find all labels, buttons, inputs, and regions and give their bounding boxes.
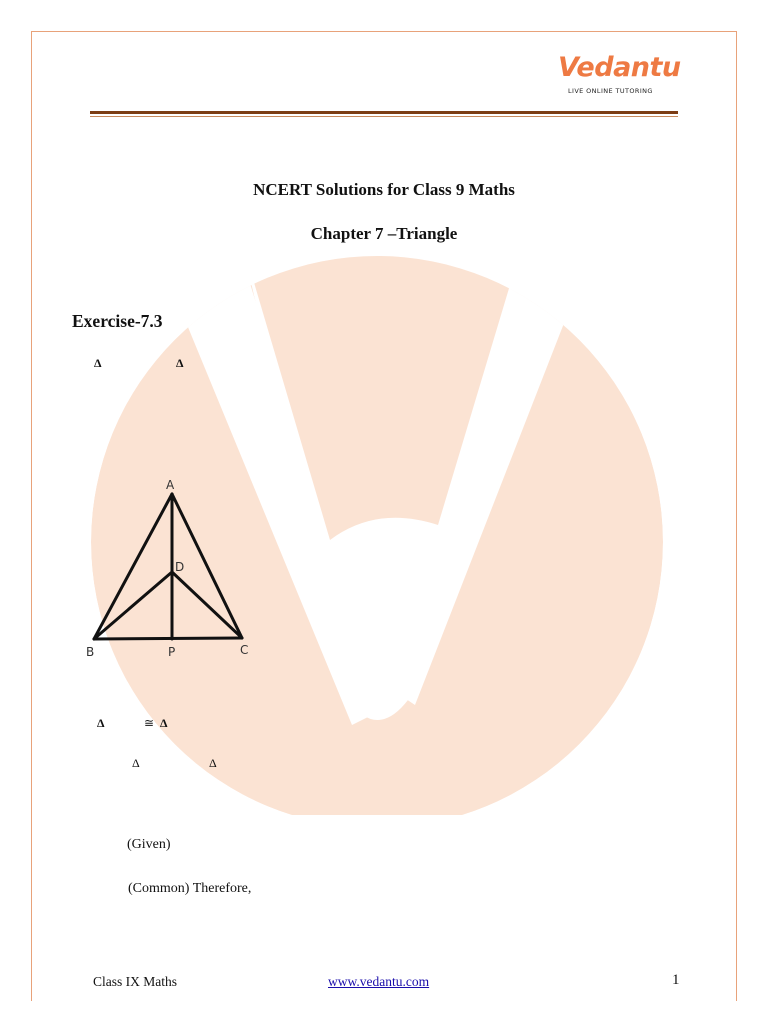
step-given: (Given) (127, 837, 171, 852)
chapter-title: Chapter 7 –Triangle (310, 224, 458, 243)
answer-symbol: Δ (160, 716, 168, 730)
answer-symbol: Δ (97, 716, 105, 730)
answer-symbol: ≅ (144, 716, 155, 730)
answer-symbol: Δ (209, 756, 217, 770)
figure-label: P (168, 645, 176, 659)
figure-label: B (86, 645, 95, 659)
question-symbol: Δ (176, 356, 184, 370)
answer-symbol: Δ (132, 756, 140, 770)
figure-label: D (175, 560, 185, 574)
figure-label: C (240, 643, 249, 657)
question-symbol: Δ (94, 356, 102, 370)
logo-wordmark: Vedantu (558, 52, 681, 83)
page-number: 1 (672, 972, 680, 988)
footer-website-link[interactable]: www.vedantu.com (328, 974, 430, 989)
step-common: (Common) Therefore, (128, 881, 252, 896)
triangle-figure (82, 474, 262, 662)
logo-tagline: LIVE ONLINE TUTORING (568, 87, 653, 95)
exercise-heading: Exercise-7.3 (72, 311, 163, 331)
vedantu-logo[interactable] (558, 52, 681, 98)
header-rule (90, 111, 678, 117)
figure-label: A (166, 478, 175, 492)
page-title: NCERT Solutions for Class 9 Maths (253, 180, 515, 199)
footer-class-label: Class IX Maths (93, 974, 177, 989)
